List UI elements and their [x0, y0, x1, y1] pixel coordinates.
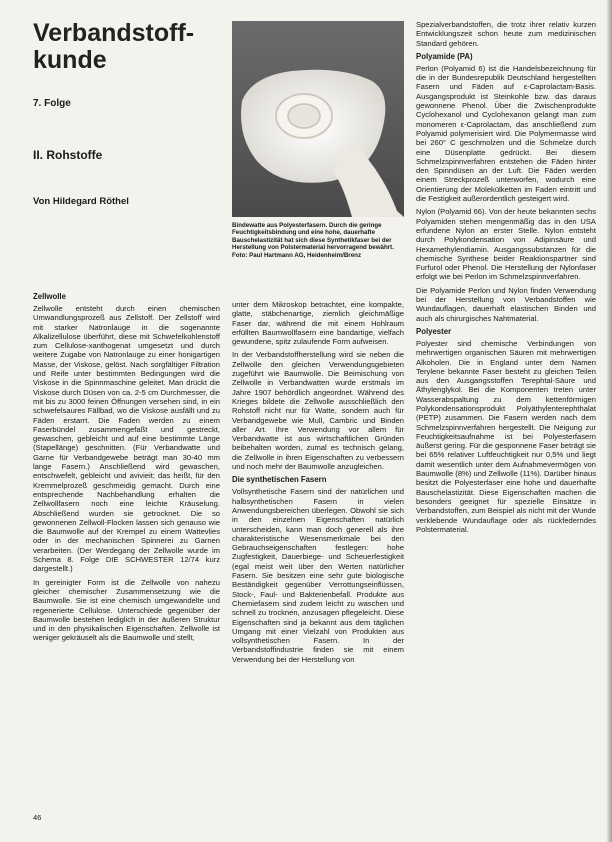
- paragraph: unter dem Mikroskop betrachtet, eine kompakte, glatte, stäbchenartige, ziemlich gleichmäßige Faser dar, während die mit einem Hohlraum erfüllten Baumwollfasern eine bandartige, vielfach gewundene, spitz zulaufende Form aufweisen.: [232, 300, 404, 347]
- column-2: [232, 300, 404, 824]
- photo-caption: [232, 222, 404, 259]
- polyester-photo: [232, 21, 404, 217]
- paragraph: Spezialverbandstoffen, die trotz ihrer relativ kurzen Entwicklungszeit schon heute zum medizinischen Standard gehören.: [416, 20, 596, 48]
- paragraph: Die Polyamide Perlon und Nylon finden Verwendung bei der Herstellung von Verbandstoffen wie Wundauflagen, dauerhaft elastischen Binden und auch als chirurgisches Nahtmaterial.: [416, 285, 596, 323]
- series-part: 7. Folge: [33, 98, 71, 109]
- subhead-polyamide: Polyamide (PA): [416, 51, 473, 61]
- paragraph: In gereinigter Form ist die Zellwolle von nahezu gleicher chemischer Zusammensetzung wie die Baumwolle. Sie ist eine chemisch umgewandelte und regenerierte Cellulose. Unterschiede gegenüber der Baumwolle bestehen lediglich in der äußeren Struktur und in den physikalischen Eigenschaften. Zellwolle ist weniger gekräuselt als die Baumwolle und stellt,: [33, 577, 220, 643]
- paragraph: Nylon (Polyamid 66). Von der heute bekannten sechs Polyamiden stehen mengenmäßig das in den USA erfundene Nylon an erster Stelle. Nylon entsteht durch Polykondensation von Adipinsäure und Hexamethylendiamin. Ausgangssubstanzen für die chemische Synthese beider Reaktionspartner sind Furfurol oder Phenol. Die Herstellung der Nylonfaser erfolgt wie bei Perlon im Schmelzspinnverfahren.: [416, 207, 596, 282]
- title-line-2: kunde: [33, 46, 107, 74]
- paragraph: In der Verbandstoffherstellung wird sie neben die Zellwolle den gleichen Verwendungsgebieten zugeführt wie Baumwolle. Die Beimischung von Zellwolle in Verbandwatten wurde erstmals im Jahre 1907 behördlich angeordnet. Während des Krieges bildete die Zellwolle ausschließlich den Rohstoff nicht nur für Watte, sondern auch für Verbandgewebe wie Mull, Cambric und Binden aller Art. Ihre Verwendung vor allem für Verbandwatte ist aus wirtschaftlichen Gründen beibehalten worden, zumal es technisch gelang, die Zellwolle in ihren Eigenschaften zu verbessern und noch mehr der Baumwolle anzugleichen.: [232, 350, 404, 472]
- subhead-polyester: Polyester: [416, 326, 452, 336]
- column-1: [33, 288, 220, 824]
- paragraph: Vollsynthetische Fasern sind der natürlichen und halbsynthetischen Fasern in vielen Anwendungsbereichen überlegen. Obwohl sie sich in den einzelnen Eigenschaften natürlich unterscheiden, kann man doch generell als ihre charakteristische Wesensmerkmale bei den Gebrauchseigenschaften festlegen: hohe Zugfestigkeit, Dauerbiege- und Scheuerfestigkeit (egal meist weit über den Werten natürlicher Fasern. Sie besitzen eine sehr gute biologische Beständigkeit gegenüber Verrottungseinflüssen, Stock-, Faul- und Bakterienbefall. Produkte aus Chemiefasern sind zudem leicht zu waschen und schnell zu trocknen, anzusagen pflegeleicht. Diese Eigenschaften sind ja bekannt aus dem täglichen Umgang mit einer Vielzahl von Produkten aus vollsynthetischen Fasern. In der Verbandstoffindustrie finden sie mit einem Verwendung bei der Herstellung von: [232, 487, 404, 664]
- page-number: 46: [33, 813, 42, 822]
- page-edge-shadow: [606, 0, 612, 842]
- fiber-roll-illustration: [232, 21, 404, 217]
- section-heading: II. Rohstoffe: [33, 148, 103, 162]
- author-byline: Von Hildegard Röthel: [33, 196, 129, 207]
- subhead-zellwolle: Zellwolle: [33, 292, 66, 301]
- paragraph: Zellwolle entsteht durch einen chemischen Umwandlungsprozeß aus Zellstoff. Der Zellstoff wird mit starker Natronlauge in die sogenannte Alkalizellulose überführt, diese mit Schwefelkohlenstoff zum Cellulose-xanthogenat umgesetzt und durch weitere Zugabe von Natronlauge zu einer honigartigen Masse, der Viskose, gelöst. Nach sorgfältiger Filtration und Reife unter bestimmten Bedingungen wird die Viskose in die Spinnmaschine geleitet. Man drückt die Viskose durch Düsen von ca. 2-5 cm Durchmesser, die mit bis zu 3000 feinen Öffnungen versehen sind, in ein schwefelsaures Fällbad, wo die Viskose ausfällt und zu Fäden erstarrt. Die Faden werden zu einem Faserbündel zusammengefaßt und gestreckt, gewaschen, gebleicht und auf eine bestimmte Länge (Stapellänge) geschnitten. (Für Verbandwatte und Garne für Verbandgewebe beträgt man 30-40 mm lange Fasern.) Anschließend wird gewaschen, entschwefelt, gebleicht und avivieit; das heißt, für den Kremmelprozeß geschmeidig gemacht. Durch eine entsprechende Nachbehandlung erhalten die Zellwollfasern noch eine leichte Kräuselung. Abschließend wurden sie getrocknet. Die so gewonnenen Zellwoll-Flocken lassen sich genauso wie die Baumwolle auf der Krempel zu einem Wattevlies oder in der mechanischen Spinnerei zu Garnen verarbeiten. (Der Werdegang der Zellwolle wurde im Schema 8. Folge DIE SCHWESTER 12/74 kurz dargestellt.): [33, 304, 220, 574]
- article-title: [33, 20, 223, 74]
- paragraph: Perlon (Polyamid 6) ist die Handelsbezeichnung für die in der Bundesrepublik Deutschland hergestellten Fasern und Fäden auf ε-Caprolactam-Basis. Ausgangsprodukt ist Steinkohle bzw. das daraus gewonnene Phenol. Über die Zwischenprodukte Cyclohexanol und Cyclohexanon gelangt man zum monomeren ε-Caprolactam, das anschließend zum Polyamid polymerisiert wird. Die Polymermasse wird bei 260° C geschmolzen und die Schmelze durch eine Düsenplatte gedrückt. Bei diesem Schmelzspinnverfahren entstehen die Fäden hinter den Spinndüsen an der Luft. Die Fäden werden einem Streckprozeß unterworfen, wodurch eine Orientierung der Molekülketten im Faden eintritt und die Festigkeit außerordentlich gesteigert wird.: [416, 63, 596, 204]
- subhead-synthetische-fasern: Die synthetischen Fasern: [232, 475, 327, 485]
- column-3: [416, 20, 596, 824]
- caption-text: Bindewatte aus Polyesterfasern. Durch die geringe Feuchtigkeitsbindung und eine hohe, dauerhafte Bauschelastizität hat sich diese Synthetikfaser bei der Herstellung von Polstermaterial hervorragend bewährt.: [232, 222, 394, 252]
- photo-credit: Foto: Paul Hartmann AG, Heidenheim/Brenz: [232, 251, 362, 259]
- paragraph: Polyester sind chemische Verbindungen von mehrwertigen organischen Säuren mit mehrwertigen Alkoholen. Die in England unter dem Namen Terylene bekannte Faser besteht zu gleichen Teilen aus den Ausgangsstoffen Terephtal-Säure und Äthylenglykol. Bei die Komponenten treten unter Wasserabspaltung zu dem kettenförmigen Polykondensationsprodukt Polyäthylenterephthalat (PETP) zusammen. Die Fasern werden nach dem Schmelzspinnverfahren hergestellt. Die Neigung zur Feuchtigkeitsaufnahme ist bei Polyesterfasern äußerst gering. Für die gesponnene Faser beträgt sie bei 65% relativer Luftfeuchtigkeit nur 0,5% und liegt damit wesentlich unter dem Aufnahmevermögen von Baumwolle (8%) und Zellwolle (11%). Darüber hinaus besitzt die Polyesterfaser eine hohe und dauerhafte Bauschelastizität. Diese Eigenschaften machen die besonders geeignet für spezielle Einsätze in Verbandstoffen, zum Beispiel als nicht mit der Wunde verklebende Wundauflage oder als rückfederndes Polstermaterial.: [416, 338, 596, 534]
- title-line-1: Verbandstoff-: [33, 19, 195, 47]
